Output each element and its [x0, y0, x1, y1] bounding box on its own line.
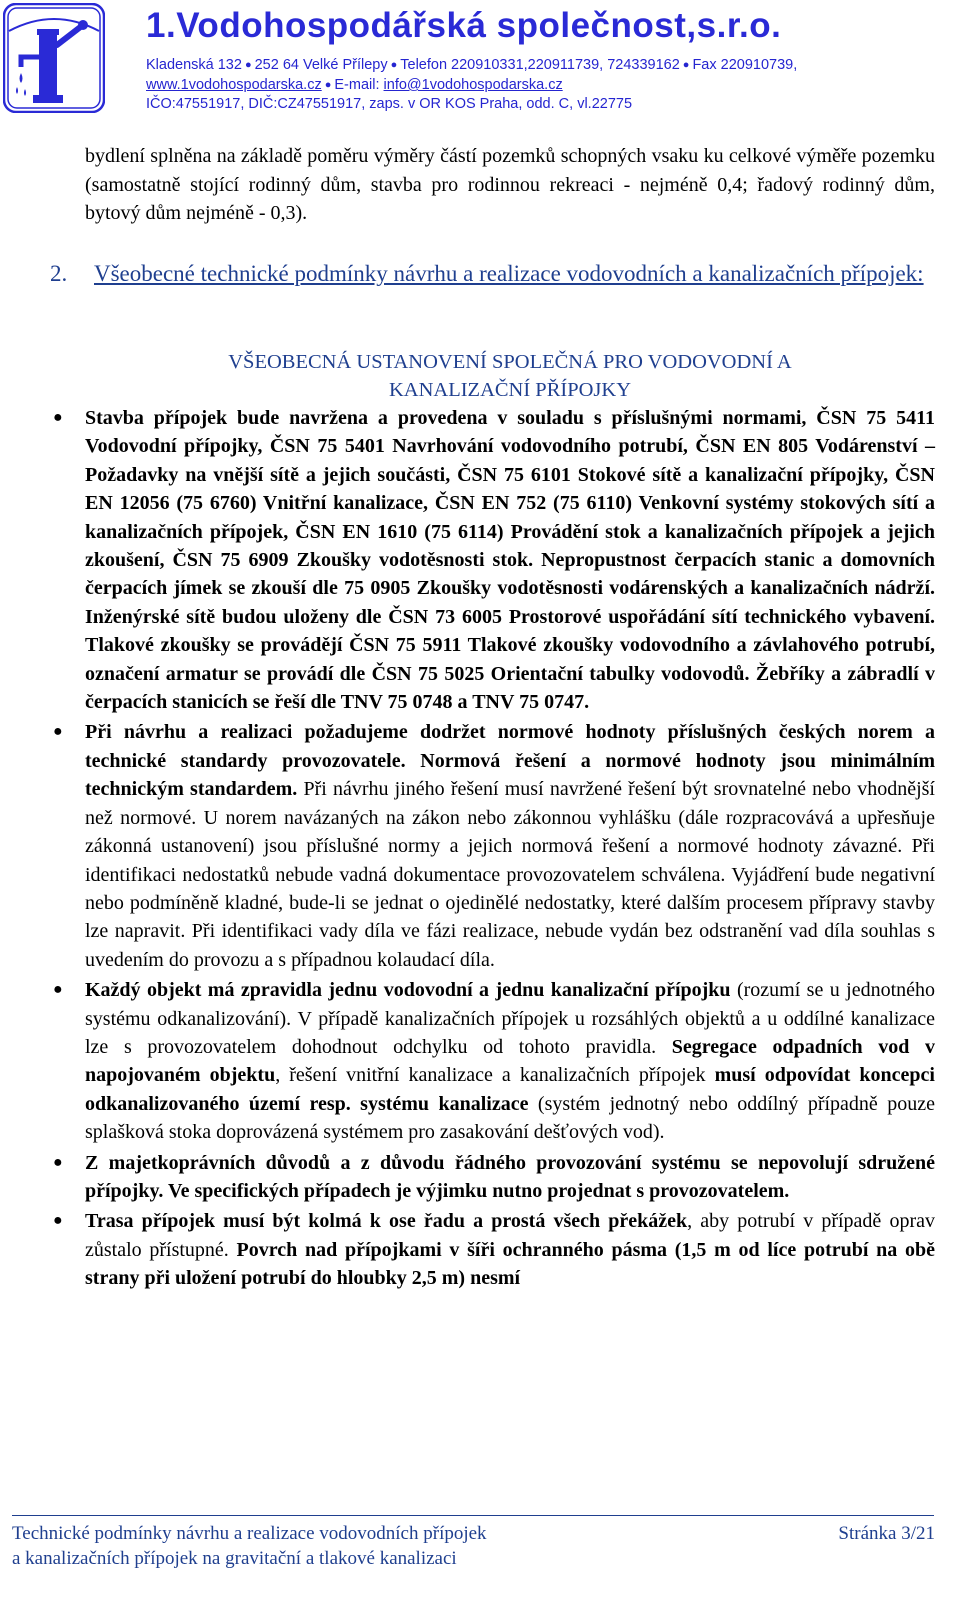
bullet-2-bold: Při návrhu a realizaci požadujeme dodržet normové hodnoty příslušných českých norem a technické standardy provozovatele. Normová řešení a normové hodnoty jsou minimálním technickým standardem. [85, 721, 935, 801]
bullet-5-text-1: , aby potrubí v případě oprav zůstalo přístupné. [85, 1210, 935, 1261]
bullet-separator-icon: ● [244, 59, 252, 71]
subheading-line-1: VŠEOBECNÁ USTANOVENÍ SPOLEČNÁ PRO VODOVODNÍ A [228, 351, 792, 373]
letterhead [0, 0, 960, 120]
bullet-1-bold: Stavba přípojek bude navržena a provedena v souladu s příslušnými normami, ČSN 75 5411 Vodovodní přípojky, ČSN 75 5401 Navrhování vodovodního potrubí, ČSN EN 805 Vodárenství – Požadavky na vnější sítě a jejich součásti, ČSN 75 6101 Stokové sítě a kanalizační přípojky, ČSN EN 12056 (75 6760) Vnitřní kanalizace, ČSN EN 752 (75 6110) Venkovní systémy stokových sítí a kanalizačních přípojek, ČSN EN 1610 (75 6114) Provádění stok a kanalizačních přípojek a jejich zkoušení, ČSN 75 6909 Zkoušky vodotěsnosti stok. Nepropustnost čerpacích stanic a domovních čerpacích jímek se zkouší dle 75 0905 Zkoušky vodotěsnosti vodárenských a kanalizačních nádrží. Inženýrské sítě budou uloženy dle ČSN 73 6005 Prostorové uspořádání sítí technického vybavení. Tlakové zkoušky se provádějí ČSN 75 5911 Tlakové zkoušky vodovodního a závlahového potrubí, označení armatur se provádí dle ČSN 75 5025 Orientační tabulky vodovodů. Žebříky a zábradlí v čerpacích stanicích se řeší dle TNV 75 0748 a TNV 75 0747. [85, 407, 935, 714]
intro-paragraph: bydlení splněna na základě poměru výměry částí pozemků schopných vsaku ku celkové výměře pozemku (samostatně stojící rodinný dům, stavba pro rodinnou rekreaci - nejméně 0,4; řadový rodinný dům, bytový dům nejméně - 0,3). [85, 145, 935, 224]
bullet-4-bold: Z majetkoprávních důvodů a z důvodu řádného provozování systému se nepovolují sdružené přípojky. Ve specifických případech je výjimku nutno projednat s provozovatelem. [85, 1151, 935, 1202]
email-link[interactable]: info@1vodohospodarska.cz [383, 77, 563, 93]
email-label: E-mail: [334, 77, 380, 93]
bullet-5-bold-1: Trasa přípojek musí být kolmá k ose řadu a prostá všech překážek [85, 1210, 688, 1233]
bullet-icon: ● [53, 981, 63, 999]
water-pump-logo-icon [3, 3, 105, 113]
contact-address-line [146, 56, 797, 74]
bullet-icon: ● [53, 1153, 63, 1171]
section-heading [50, 258, 935, 289]
footer-title-line-1: Technické podmínky návrhu a realizace vodovodních přípojek [12, 1523, 487, 1544]
bullet-5-bold-2: Povrch nad přípojkami v šíři ochranného pásma (1,5 m od líce potrubí na obě strany při uložení potrubí do hloubky 2,5 m) nesmí [85, 1238, 935, 1290]
section-number: 2. [50, 261, 68, 286]
list-item [53, 976, 936, 1146]
fax: Fax 220910739, [692, 57, 798, 73]
footer-title-line-2: a kanalizačních přípojek na gravitační a tlakové kanalizaci [12, 1548, 457, 1569]
bullet-3-text-2: , řešení vnitřní kanalizace a kanalizačních přípojek [275, 1064, 715, 1087]
section-title: Všeobecné technické podmínky návrhu a realizace vodovodních a kanalizačních přípojek: [94, 261, 924, 286]
bullet-icon: ● [53, 723, 63, 741]
list-item [53, 1149, 935, 1206]
subheading-line-2: KANALIZAČNÍ PŘÍPOJKY [388, 379, 632, 401]
address: Kladenská 132 [146, 57, 242, 73]
bullet-3-text-3: (systém jednotný nebo oddílný případně pouze splašková stoka doprovázená systémem pro zasakování dešťových vod). [85, 1092, 935, 1144]
list-item [53, 404, 935, 716]
company-name: 1.Vodohospodářská společnost,s.r.o. [146, 6, 782, 45]
registration-info: IČO:47551917, DIČ:CZ47551917, zaps. v OR KOS Praha, odd. C, vl.22775 [146, 96, 633, 112]
footer-divider [12, 1515, 934, 1516]
requirements-list [53, 404, 936, 1295]
website-link[interactable]: www.1vodohospodarska.cz [146, 77, 322, 93]
bullet-3-text-1: (rozumí se u jednotného systému odkanalizování). V případě kanalizačních přípojek u rozsáhlých objektů a u oddílné kanalizace lze s provozovatelem dohodnout odchylku od tohoto pravidla. [85, 979, 936, 1058]
section-subheading [85, 348, 935, 404]
bullet-separator-icon: ● [390, 59, 398, 71]
bullet-separator-icon: ● [324, 79, 332, 91]
page-number: Stránka 3/21 [838, 1523, 935, 1544]
content [85, 142, 935, 228]
contact-web-line [146, 76, 563, 94]
bullet-3-bold-1: Každý objekt má zpravidla jednu vodovodní a jednu kanalizační přípojku [85, 979, 731, 1002]
bullet-icon: ● [53, 1212, 63, 1230]
phone: Telefon 220910331,220911739, 724339162 [400, 57, 680, 73]
list-item [53, 718, 935, 974]
bullet-separator-icon: ● [682, 59, 690, 71]
bullet-icon: ● [53, 409, 63, 426]
bullet-2-text: Při návrhu jiného řešení musí navržené řešení být srovnatelné nebo vhodnější než normové. U norem navázaných na zákon nebo zákonnou vyhlášku (dále rozpracovává a upřesňuje zákonná ustanovení) jsou příslušné normy a jejich normová řešení a normové hodnoty závazné. Při identifikaci nedostatků nebude vadná dokumentace provozovatelem schválena. Vyjádření bude negativní nebo podmíněně kladné, bude-li se jednat o ojedinělé nedostatky, které dalším procesem přípravy stavby lze napravit. Při identifikaci vady díla ve fázi realizace, nebude vydán bez odstranění vad díla souhlas s uvedením do provozu a s případnou kolaudací díla. [85, 778, 935, 971]
bullet-3-bold-3: musí odpovídat koncepci odkanalizovaného území resp. systému kanalizace [85, 1064, 935, 1115]
footer-document-title [12, 1521, 487, 1571]
list-item [53, 1207, 935, 1292]
city: 252 64 Velké Přílepy [254, 57, 388, 73]
bullet-3-bold-2: Segregace odpadních vod v napojovaném objektu [85, 1035, 935, 1087]
